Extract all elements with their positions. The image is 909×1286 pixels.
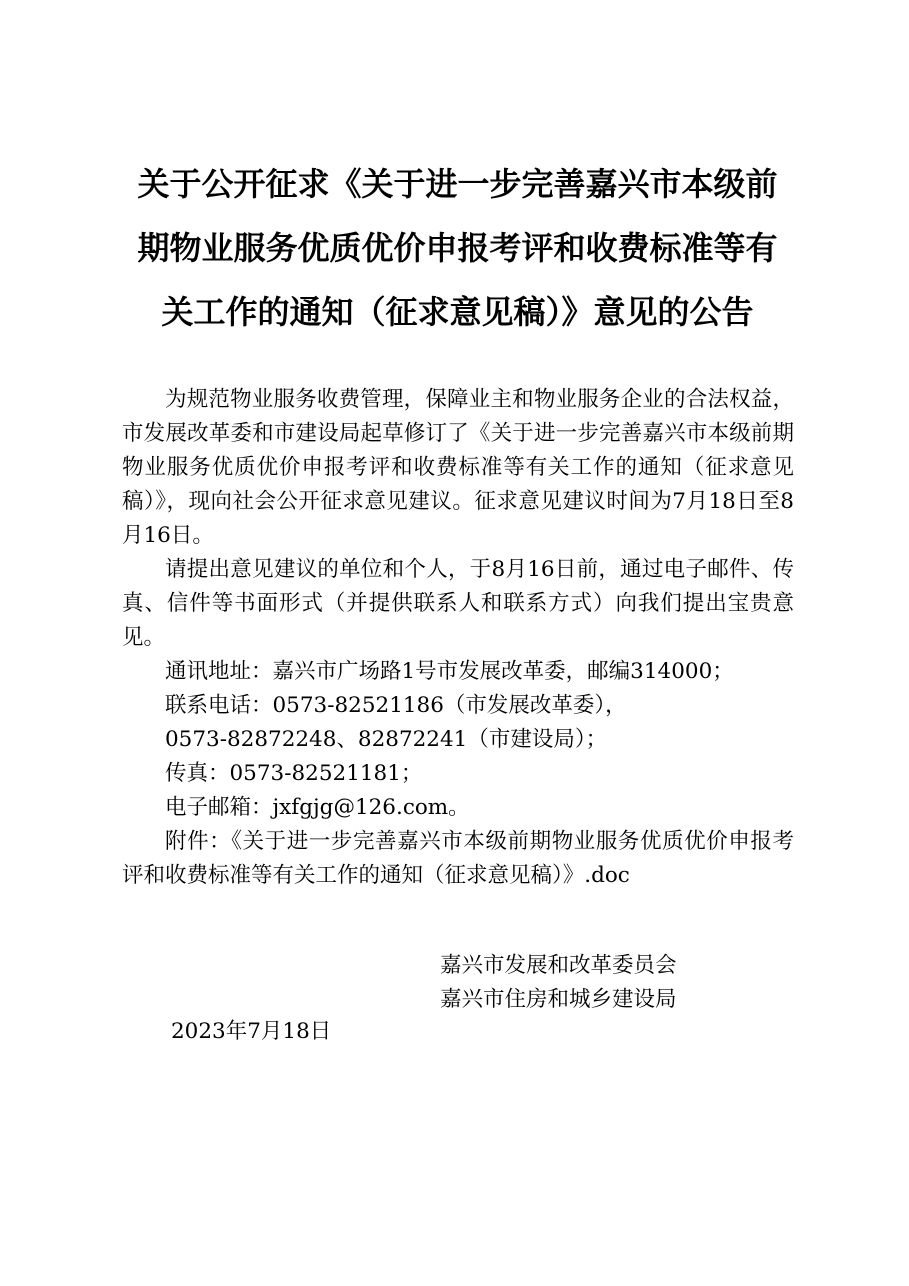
request-paragraph: 请提出意见建议的单位和个人，于8月16日前，通过电子邮件、传真、信件等书面形式（并提供联系人和联系方式）向我们提出宝贵意见。 bbox=[122, 557, 794, 650]
title-line: 关工作的通知（征求意见稿）》意见的公告 bbox=[161, 293, 754, 331]
document-date: 2023年7月18日 bbox=[171, 1019, 332, 1044]
document-body bbox=[122, 383, 794, 893]
intro-paragraph: 为规范物业服务收费管理，保障业主和物业服务企业的合法权益，市发展改革委和市建设局起草修订了《关于进一步完善嘉兴市本级前期物业服务优质优价申报考评和收费标准等有关工作的通知（征求意见稿）》，现向社会公开征求意见建议。征求意见建议时间为7月18日至8月16日。 bbox=[122, 387, 794, 548]
fax-line: 传真：0573-82521181； bbox=[165, 761, 423, 786]
signatory-housing-bureau: 嘉兴市住房和城乡建设局 bbox=[440, 987, 677, 1012]
attachment-paragraph: 附件：《关于进一步完善嘉兴市本级前期物业服务优质优价申报考评和收费标准等有关工作的通知（征求意见稿）》.doc bbox=[122, 829, 794, 888]
title-line: 期物业服务优质优价申报考评和收费标准等有 bbox=[137, 229, 778, 267]
signatory-ndrc: 嘉兴市发展和改革委员会 bbox=[440, 953, 677, 978]
document-title bbox=[120, 152, 795, 344]
phone-line: 联系电话：0573-82521186（市发展改革委）， bbox=[165, 693, 627, 718]
title-line: 关于公开征求《关于进一步完善嘉兴市本级前 bbox=[137, 165, 778, 203]
address-paragraph: 通讯地址：嘉兴市广场路1号市发展改革委，邮编314000； bbox=[165, 659, 734, 684]
phone-line-continued: 0573-82872248、82872241（市建设局）； bbox=[165, 727, 608, 752]
email-line: 电子邮箱：jxfgjg@126.com。 bbox=[165, 795, 470, 820]
